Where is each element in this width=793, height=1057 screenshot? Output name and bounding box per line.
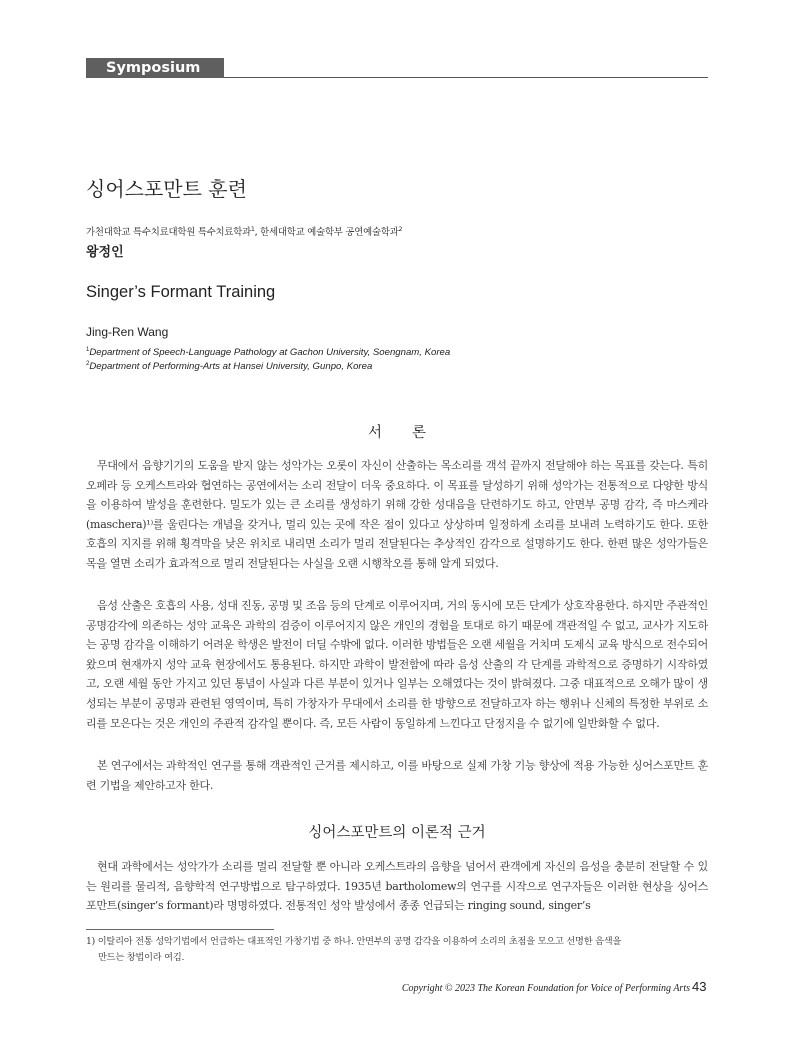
article-title-en: Singer’s Formant Training — [86, 283, 276, 301]
affiliation-ko-sup-1: 1 — [250, 225, 255, 233]
body-paragraph: 현대 과학에서는 성악가가 소리를 멀리 전달할 뿐 아니라 오케스트라의 음향을 넘어서 관객에게 자신의 음성을 충분히 전달할 수 있는 원리를 물리적, 음향학적 연구방법으로 탐구하였다. 1935년 bartholomew의 연구를 시작으로 연구자들은 이러한 현상을 싱어스포만트(singer’s formant)라 명명하였다. 전통적인 성악 발성에서 종종 언급되는 ringing sound, singer’s — [86, 860, 708, 913]
article-title-ko: 싱어스포만트 훈련 — [86, 177, 247, 201]
header-rule — [224, 77, 708, 78]
body-paragraph: 무대에서 음향기기의 도움을 받지 않는 성악가는 오롯이 자신이 산출하는 목소리를 객석 끝까지 전달해야 하는 목표를 갖는다. 특히 오페라 등 오케스트라와 협연하는 공연에서는 소리 전달이 더욱 중요하다. 이 목표를 달성하기 위해 성악가는 전통적으로 다양한 방식을 이용하여 발성을 훈련한다. 밀도가 있는 큰 소리를 생성하기 위해 강한 성대음을 단련하기도 하고, 안면부 공명 감각, 즉 마스케라(maschera)¹⁾를 울린다는 개념을 갖거나, 멀리 있는 곳에 작은 점이 있다고 상상하며 일정하게 소리를 보내려 노력하기도 한다. 또한 호흡의 지지를 위해 횡격막을 낮은 위치로 내리면 소리가 멀리 전달된다는 추상적인 감각으로 설명하기도 한다. 한편 많은 성악가들은 목을 열면 소리가 효과적으로 멀리 전달된다는 사실을 오랜 시행착오를 통해 알게 되었다. — [86, 459, 708, 570]
footnote-divider — [86, 929, 274, 930]
affiliation-en-2 — [86, 361, 372, 372]
affiliation-ko-sup-2: 2 — [398, 225, 403, 233]
author-en: Jing-Ren Wang — [86, 325, 169, 339]
affiliation-en-text: Department of Performing-Arts at Hansei University, Gunpo, Korea — [89, 361, 373, 373]
section-label: Symposium — [86, 58, 224, 78]
page-number: 43 — [692, 979, 707, 994]
section-heading-introduction: 서론 — [367, 425, 456, 441]
affiliations-ko — [86, 224, 402, 238]
body-paragraph: 음성 산출은 호흡의 사용, 성대 진동, 공명 및 조음 등의 단계로 이루어지며, 거의 동시에 모든 단계가 상호작용한다. 하지만 주관적인 공명감각에 의존하는 성악 교육은 과학의 검증이 이루어지지 않은 개인의 경험을 토대로 하기 때문에 객관적일 수 없고, 교사가 지도하는 공명 감각을 이해하기 어려운 학생은 발전이 더딜 수밖에 없다. 이러한 방법들은 오랜 세월을 거치며 도제식 교육 방식으로 전수되어 왔으며 현재까지 성악 교육 현장에서도 통용된다. 하지만 과학이 발전함에 따라 음성 산출의 각 단계를 과학적으로 증명하기 시작하였고, 오랜 세월 동안 가지고 있던 통념이 사실과 다른 부분이 있거나 일부는 오해였다는 것이 밝혀졌다. 그중 대표적으로 오해가 많이 생성되는 부분이 공명과 관련된 영역이며, 특히 가창자가 무대에서 소리를 한 방향으로 전달하고자 하는 행위나 신체의 특정한 부위로 소리를 모은다는 것은 개인의 주관적 감각일 뿐이다. 즉, 모든 사람이 동일하게 느낀다고 단정지을 수 없기에 일반화할 수 없다. — [86, 599, 708, 730]
affiliation-en-sup: 2 — [86, 361, 90, 367]
section-heading-theory: 싱어스포만트의 이론적 근거 — [308, 825, 486, 841]
footnote-line-2: 만드는 창법이라 여김. — [98, 951, 185, 963]
affiliation-en-text: Department of Speech-Language Pathology at Gachon University, Soengnam, Korea — [89, 347, 451, 359]
footnote — [86, 934, 708, 965]
body-paragraph: 본 연구에서는 과학적인 연구를 통해 객관적인 근거를 제시하고, 이를 바탕으로 실제 가창 기능 향상에 적용 가능한 싱어스포만트 훈련 기법을 제안하고자 한다. — [86, 759, 708, 792]
affiliation-en-1 — [86, 347, 450, 358]
footnote-line-1: 1) 이탈리아 전통 성악기법에서 언급하는 대표적인 가창기법 중 하나. 안면부의 공명 감각을 이용하여 소리의 초점을 모으고 선명한 음색을 — [86, 936, 622, 947]
author-ko: 왕정인 — [86, 245, 124, 260]
affiliation-ko-2: , 한세대학교 예술학부 공연예술학과 — [254, 227, 399, 238]
affiliation-en-sup: 1 — [86, 347, 90, 353]
affiliation-ko-1: 가천대학교 특수치료대학원 특수치료학과 — [86, 227, 251, 238]
copyright-notice: Copyright © 2023 The Korean Foundation for Voice of Performing Arts — [401, 983, 690, 994]
